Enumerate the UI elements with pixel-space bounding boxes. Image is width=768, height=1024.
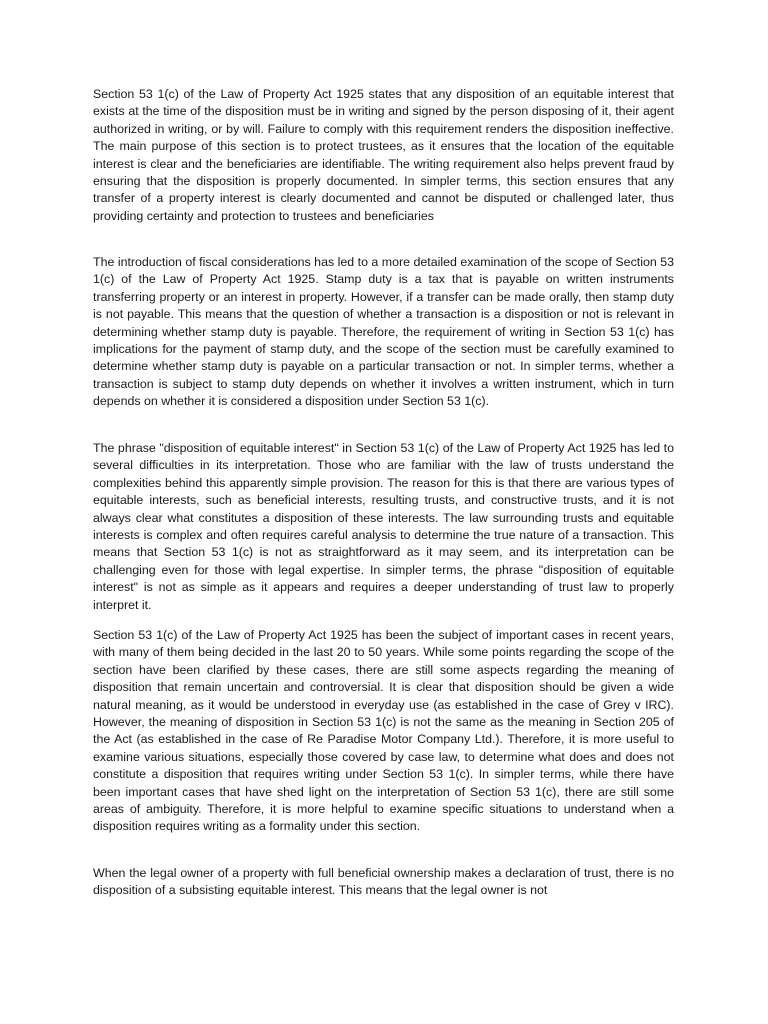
paragraph-fiscal-considerations: The introduction of fiscal considerations has led to a more detailed examination of the scope of Section 53 1(c) of the Law of Property Act 1925. Stamp duty is a tax that is payable on written instruments transferring property or an interest in property. However, if a transfer can be made orally, then stamp duty is not payable. This means that the question of whether a transaction is a disposition or not is relevant in determining whether stamp duty is payable. Therefore, the requirement of writing in Section 53 1(c) has implications for the payment of stamp duty, and the scope of the section must be carefully examined to determine whether stamp duty is payable on a particular transaction or not. In simpler terms, whether a transaction is subject to stamp duty depends on whether it involves a written instrument, which in turn depends on whether it is considered a disposition under Section 53 1(c).: [93, 255, 674, 409]
paragraph-declaration-of-trust: When the legal owner of a property with full beneficial ownership makes a declaration of trust, there is no disposition of a subsisting equitable interest. This means that the legal owner is not: [93, 866, 674, 898]
paragraph-section-53-definition: Section 53 1(c) of the Law of Property Act 1925 states that any disposition of an equitable interest that exists at the time of the disposition must be in writing and signed by the person disposing of it, their agent authorized in writing, or by will. Failure to comply with this requirement renders the disposition ineffective. The main purpose of this section is to protect trustees, as it ensures that the location of the equitable interest is clear and the beneficiaries are identifiable. The writing requirement also helps prevent fraud by ensuring that the disposition is properly documented. In simpler terms, this section ensures that any transfer of a property interest is clearly documented and cannot be disputed or challenged later, thus providing certainty and protection to trustees and beneficiaries: [93, 87, 674, 223]
paragraph-case-law: Section 53 1(c) of the Law of Property Act 1925 has been the subject of important cases in recent years, with many of them being decided in the last 20 to 50 years. While some points regarding the scope of the section have been clarified by these cases, there are still some aspects regarding the meaning of disposition that remain uncertain and controversial. It is clear that disposition should be given a wide natural meaning, as it would be understood in everyday use (as established in the case of Grey v IRC). However, the meaning of disposition in Section 53 1(c) is not the same as the meaning in Section 205 of the Act (as established in the case of Re Paradise Motor Company Ltd.). Therefore, it is more useful to examine various situations, especially those covered by case law, to determine what does and does not constitute a disposition that requires writing under Section 53 1(c). In simpler terms, while there have been important cases that have shed light on the interpretation of Section 53 1(c), there are still some areas of ambiguity. Therefore, it is more helpful to examine specific situations to understand when a disposition requires writing as a formality under this section.: [93, 628, 674, 834]
paragraph-interpretation-difficulties: The phrase "disposition of equitable interest" in Section 53 1(c) of the Law of Property Act 1925 has led to several difficulties in its interpretation. Those who are familiar with the law of trusts understand the complexities behind this apparently simple provision. The reason for this is that there are various types of equitable interests, such as beneficial interests, resulting trusts, and constructive trusts, and it is not always clear what constitutes a disposition of these interests. The law surrounding trusts and equitable interests is complex and often requires careful analysis to determine the true nature of a transaction. This means that Section 53 1(c) is not as straightforward as it may seem, and its interpretation can be challenging even for those with legal expertise. In simpler terms, the phrase "disposition of equitable interest" is not as simple as it appears and requires a deeper understanding of trust law to properly interpret it.: [93, 441, 674, 612]
